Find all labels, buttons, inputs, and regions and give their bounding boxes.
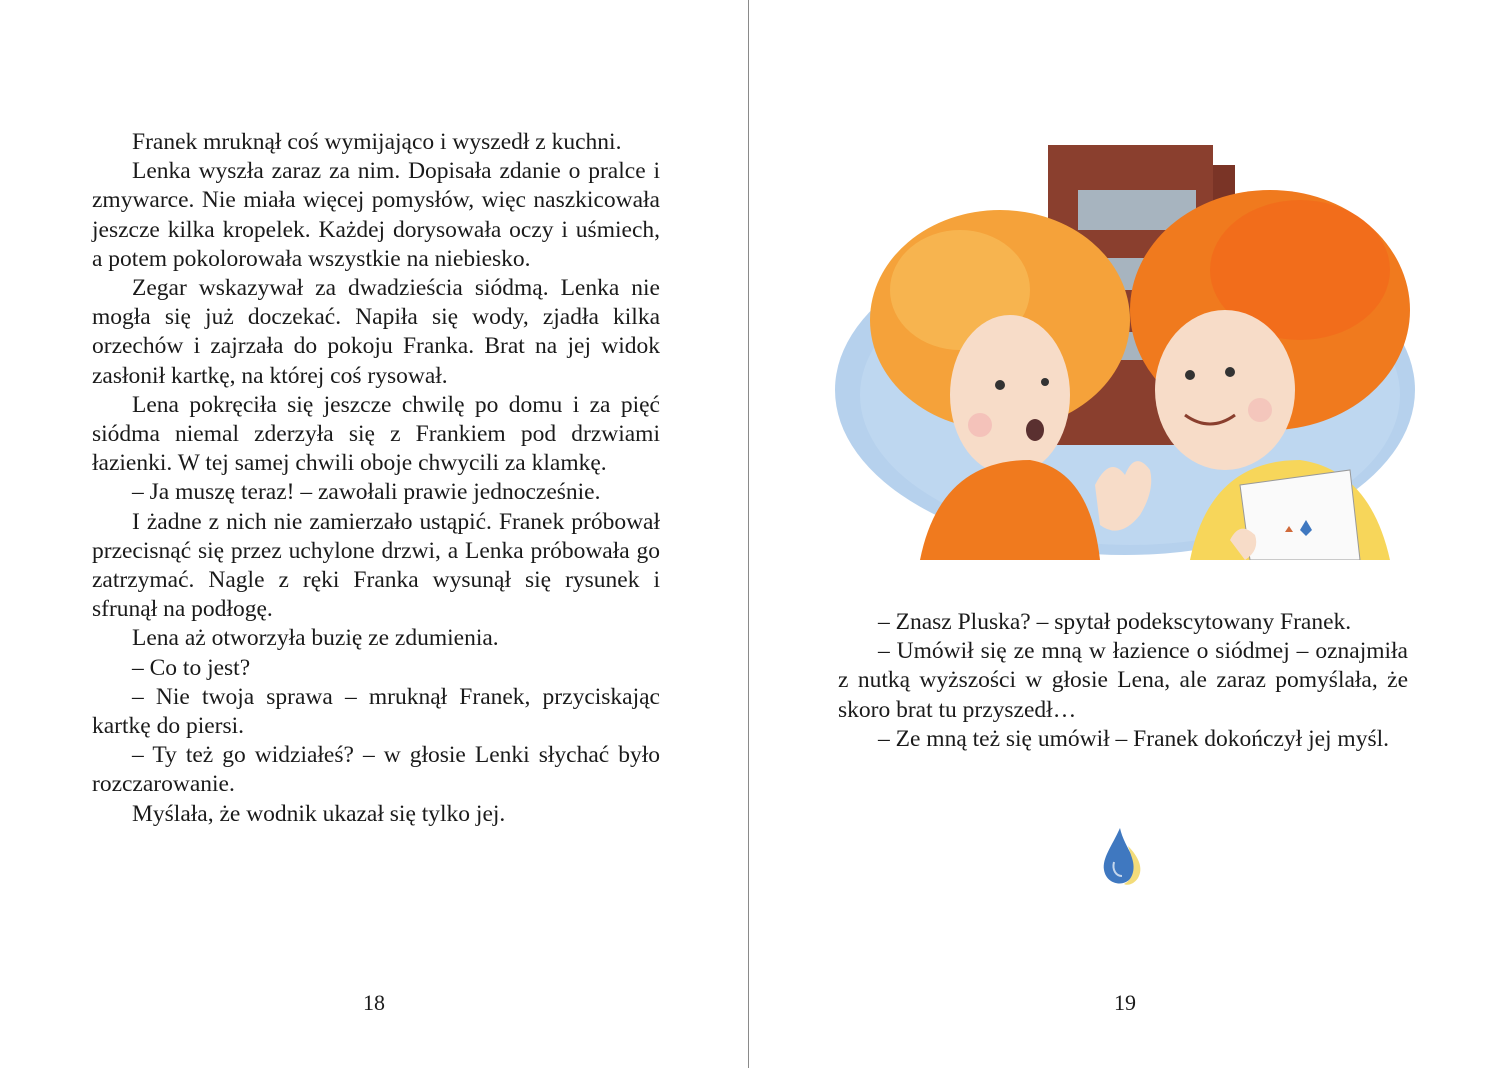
paragraph: – Ja muszę teraz! – zawołali prawie jednocześnie. — [132, 479, 601, 506]
paragraph: – Ze mną też się umówił – Franek dokończył jej myśl. — [878, 725, 1390, 752]
paragraph: Zegar wskazywał za dwadzieścia siódmą. Lenka nie mogła się już doczekać. Napiła się wody, zjadła kilka orzechów i zajrzała do pokoju Franka. Brat na jej widok zasłonił kartkę, na której coś rysował. — [92, 275, 660, 389]
paragraph: Lena aż otworzyła buzię ze zdumienia. — [132, 625, 499, 652]
paragraph: – Nie twoja sprawa – mruknął Franek, przyciskając kartkę do piersi. — [92, 683, 660, 740]
paragraph: – Umówił się ze mną w łazience o siódmej – oznajmiła z nutką wyższości w głosie Lena, ale zaraz pomyślała, że skoro brat tu przyszedł… — [838, 638, 1408, 723]
illustration-two-children — [830, 140, 1420, 560]
paragraph: – Co to jest? — [132, 654, 251, 681]
paragraph: Myślała, że wodnik ukazał się tylko jej. — [132, 800, 506, 827]
page-gutter-divider — [748, 0, 749, 1068]
paragraph: Franek mruknął coś wymijająco i wyszedł z kuchni. — [132, 129, 622, 155]
water-drop-icon — [1098, 826, 1148, 888]
paragraph: Lenka wyszła zaraz za nim. Dopisała zdanie o pralce i zmywarce. Nie miała więcej pomysłów, więc naszkicowała jeszcze kilka kropelek. Każdej dorysowała oczy i uśmiech, a potem pokolorowała wszystkie na niebiesko. — [92, 158, 660, 272]
paragraph: – Ty też go widziałeś? – w głosie Lenki słychać było rozczarowanie. — [92, 742, 660, 798]
paragraph: – Znasz Pluska? – spytał podekscytowany Franek. — [878, 609, 1352, 635]
page-number-left: 18 — [363, 990, 385, 1015]
right-page-text — [838, 608, 1408, 754]
paragraph: I żadne z nich nie zamierzało ustąpić. Franek próbował przecisnąć się przez uchylone drzwi, a Lenka próbowała go zatrzymać. Nagle z ręki Franka wysunął się rysunek i sfrunął na podłogę. — [92, 508, 660, 623]
illustration-left-child-face — [950, 315, 1070, 475]
illustration-paper-drawing — [1240, 470, 1360, 560]
illustration-right-child-face — [1155, 310, 1295, 470]
left-page-text — [92, 128, 660, 829]
page-number-right: 19 — [1114, 990, 1136, 1015]
paragraph: Lena pokręciła się jeszcze chwilę po domu i za pięć siódma niemal zderzyła się z Frankiem pod drzwiami łazienki. W tej samej chwili oboje chwycili za klamkę. — [92, 391, 660, 477]
left-page — [0, 0, 748, 1068]
right-page — [750, 0, 1500, 1068]
